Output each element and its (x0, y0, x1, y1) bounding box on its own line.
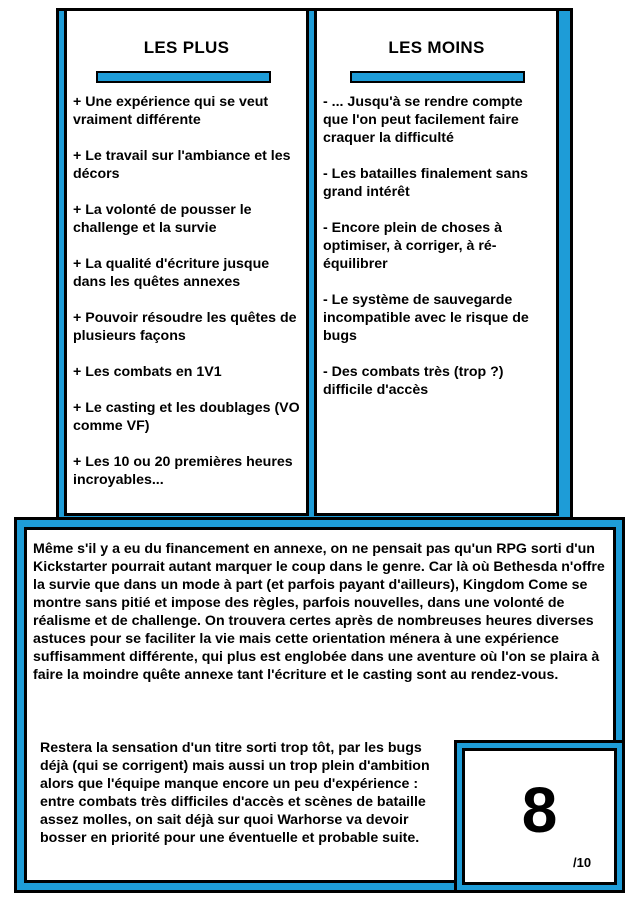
cons-item: - Les batailles finalement sans grand intérêt (323, 166, 529, 200)
cons-column (314, 8, 559, 516)
cons-item: - Des combats très (trop ?) difficile d'accès (323, 364, 504, 398)
verdict-paragraph: Même s'il y a eu du financement en annexe, on ne pensait pas qu'un RPG sorti d'un Kickstarter pourrait autant marquer le coup dans le genre. Car là où Bethesda n'offre la survie que dans un mode à part (et parfois payant d'ailleurs), Kingdom Come se montre sans pitié et impose des règles, parfois nouvelles, dans une volonté de réalisme et de challenge. On trouvera certes après de nombreuses heures diverses astuces pour se faciliter la vie mais cette orientation ménera à une expérience suffisamment différente, qui plus est englobée dans une aventure où l'on se plaira à faire la moindre quête annexe tant l'écriture et le casting sont au rendez-vous. (33, 541, 605, 683)
pros-item: + La volonté de pousser le challenge et la survie (73, 202, 252, 236)
cons-item: - Encore plein de choses à optimiser, à corriger, à ré-équilibrer (323, 220, 502, 272)
score-value: 8 (521, 774, 558, 846)
cons-item: - ... Jusqu'à se rendre compte que l'on peut facilement faire craquer la difficulté (323, 94, 523, 146)
score-max: /10 (573, 855, 592, 870)
verdict-paragraph: Restera la sensation d'un titre sorti trop tôt, par les bugs déjà (qui se corrigent) mais aussi un trop plein d'ambition alors que l'équipe manque encore un peu d'expérience : entre combats très difficiles d'accès et scènes de bataille assez molles, on sait déjà sur quoi Warhorse va devoir bosser en priorité pour une éventuelle et probable suite. (40, 740, 430, 846)
pros-item: + Le casting et les doublages (VO comme VF) (73, 400, 300, 434)
cons-list (323, 93, 550, 417)
pros-item: + Une expérience qui se veut vraiment différente (73, 94, 269, 128)
pros-item: + Pouvoir résoudre les quêtes de plusieurs façons (73, 310, 297, 344)
pros-title: LES PLUS (143, 38, 230, 57)
cons-title-underline (350, 71, 525, 83)
pros-column (64, 8, 309, 516)
pros-item: + Le travail sur l'ambiance et les décors (73, 148, 291, 182)
pros-title-underline (96, 71, 271, 83)
pros-item: + La qualité d'écriture jusque dans les quêtes annexes (73, 256, 270, 290)
cons-item: - Le système de sauvegarde incompatible avec le risque de bugs (323, 292, 529, 344)
pros-item: + Les 10 ou 20 premières heures incroyables... (73, 454, 293, 488)
pros-list (73, 93, 300, 507)
cons-title: LES MOINS (388, 38, 485, 57)
pros-item: + Les combats en 1V1 (73, 364, 222, 380)
